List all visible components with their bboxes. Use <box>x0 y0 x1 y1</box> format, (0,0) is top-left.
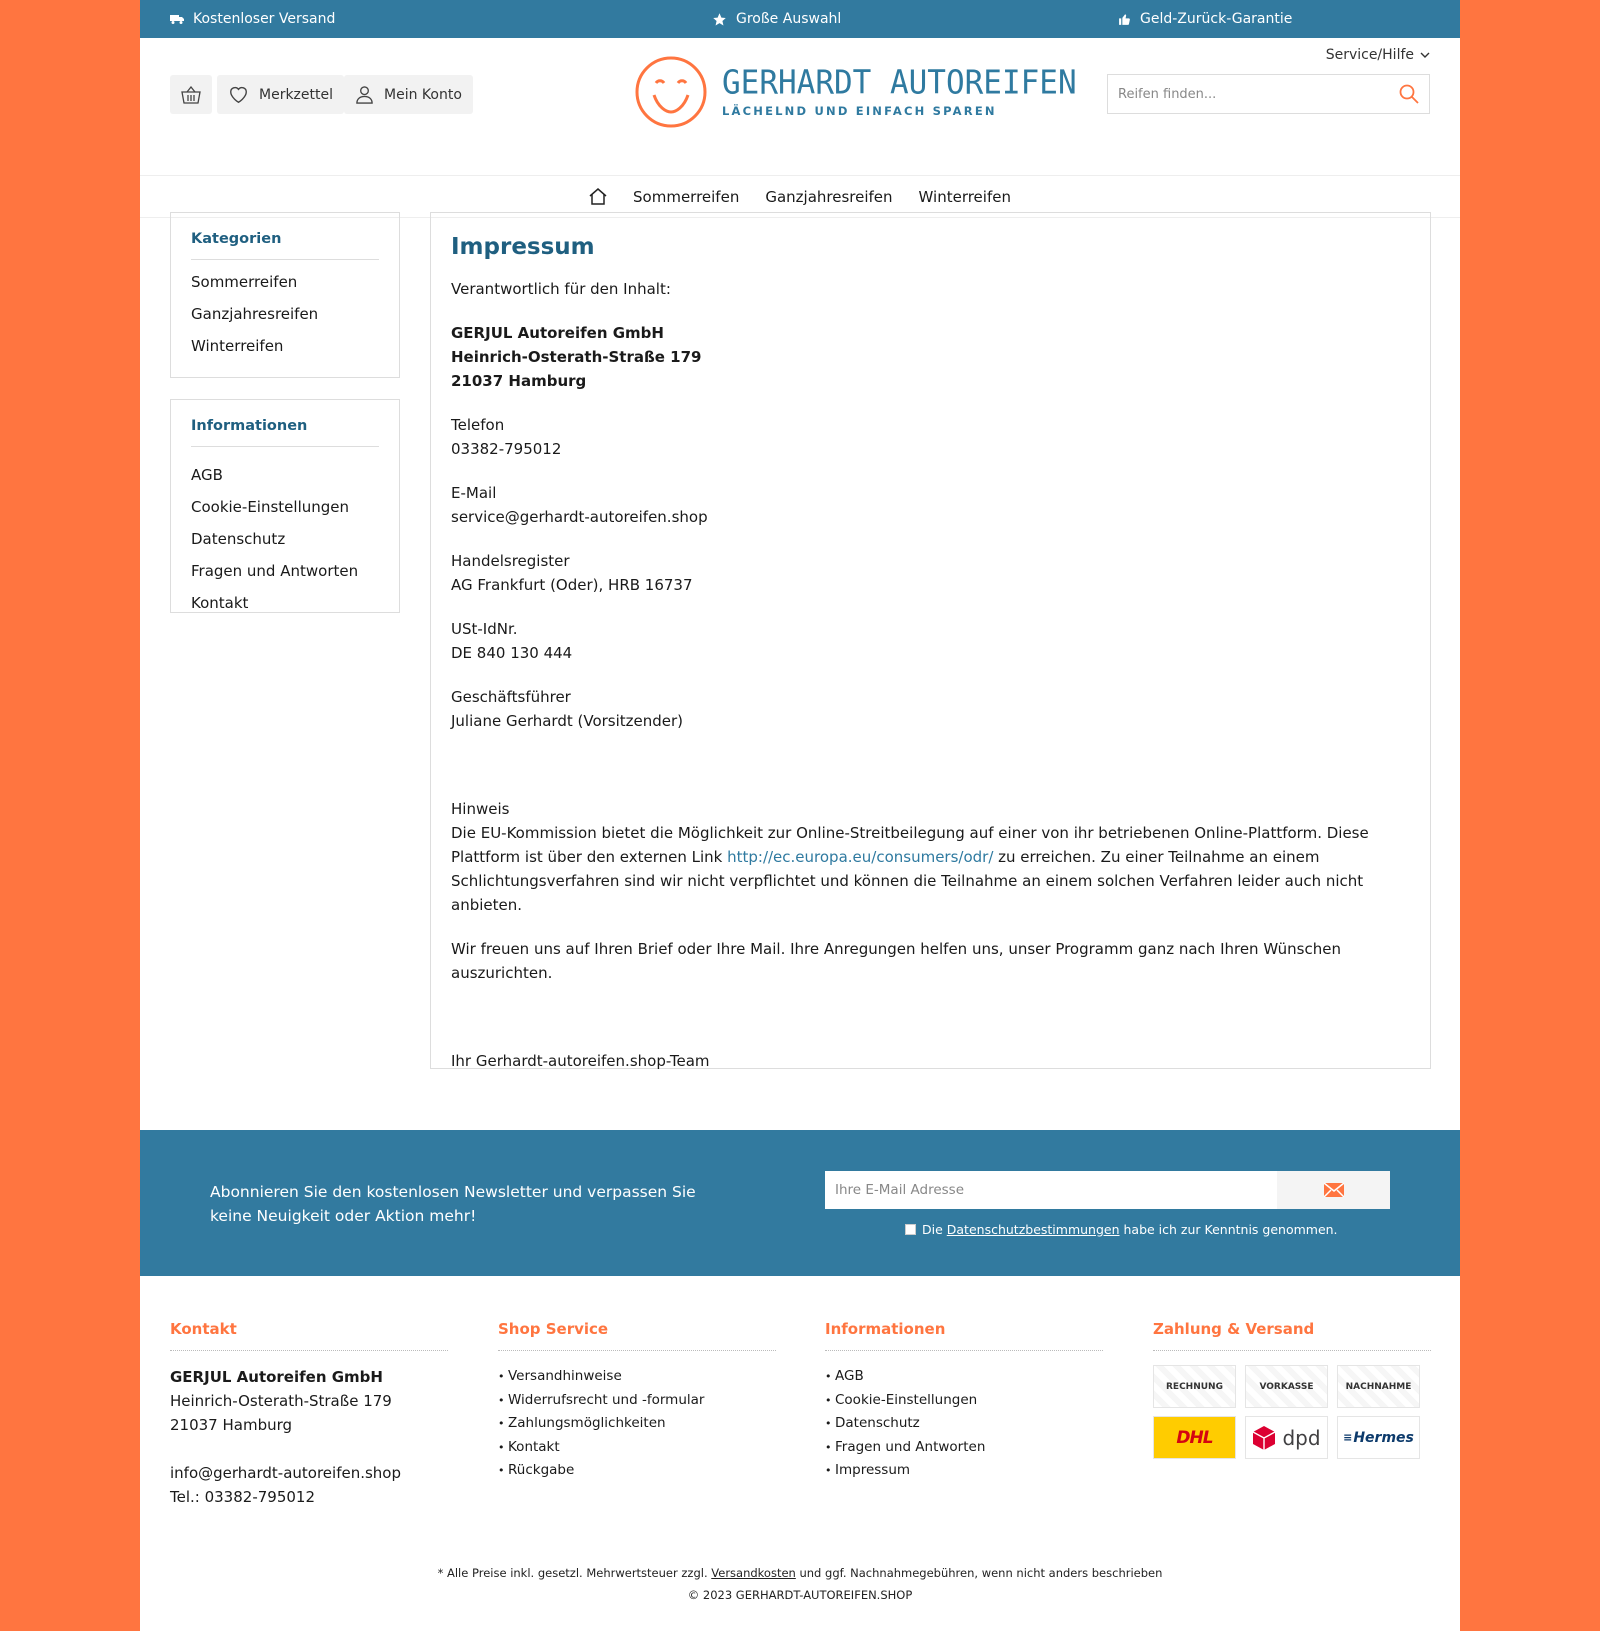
star-icon <box>712 12 727 27</box>
footer-info-title: Informationen <box>825 1320 1103 1351</box>
sidebar-item-sommerreifen[interactable]: Sommerreifen <box>191 273 298 291</box>
page-title: Impressum <box>451 234 595 260</box>
logo-tagline: LÄCHELND UND EINFACH SPAREN <box>722 104 997 118</box>
usp-free-shipping <box>170 0 335 38</box>
hermes-label: Hermes <box>1353 1429 1414 1446</box>
page <box>140 0 1460 1631</box>
usp-label: Große Auswahl <box>736 11 842 27</box>
consent-checkbox[interactable] <box>905 1224 916 1235</box>
company-name: GERJUL Autoreifen GmbH <box>451 324 664 342</box>
usp-selection <box>712 0 841 38</box>
wishlist-label: Merkzettel <box>259 86 333 103</box>
email-label: E-Mail <box>451 484 497 502</box>
sidebar-item-cookie[interactable]: Cookie-Einstellungen <box>191 498 350 516</box>
usp-label: Geld-Zurück-Garantie <box>1140 11 1293 27</box>
phone-value: 03382-795012 <box>451 440 562 458</box>
search-input[interactable] <box>1118 87 1399 102</box>
account-button[interactable] <box>344 75 473 114</box>
chevron-down-icon <box>1420 52 1430 58</box>
payment-rechnung-badge: RECHNUNG <box>1153 1365 1236 1408</box>
privacy-link[interactable]: Datenschutzbestimmungen <box>946 1222 1120 1237</box>
sidebar-item-winterreifen[interactable]: Winterreifen <box>191 337 284 355</box>
register-label: Handelsregister <box>451 552 570 570</box>
signature-text: Ihr Gerhardt-autoreifen.shop-Team <box>451 1052 710 1070</box>
header <box>140 38 1460 138</box>
phone-label: Telefon <box>451 416 505 434</box>
account-label: Mein Konto <box>384 86 462 103</box>
ceo-value: Juliane Gerhardt (Vorsitzender) <box>451 712 684 730</box>
responsible-text: Verantwortlich für den Inhalt: <box>451 280 671 298</box>
newsletter-email-input[interactable] <box>825 1171 1277 1209</box>
logo-title: GERHARDT AUTOREIFEN <box>722 64 1077 102</box>
footer-link-widerruf[interactable]: • Widerrufsrecht und -formular <box>498 1389 776 1413</box>
footer-company: GERJUL Autoreifen GmbH <box>170 1368 383 1386</box>
thumbs-up-icon <box>1118 13 1131 26</box>
nav-item-winterreifen[interactable]: Winterreifen <box>918 187 1011 206</box>
consent-text-pre: Die <box>922 1222 947 1237</box>
newsletter-consent <box>905 1222 1338 1237</box>
footer-link-datenschutz[interactable]: • Datenschutz <box>825 1412 1103 1436</box>
shipping-costs-link[interactable]: Versandkosten <box>711 1566 796 1580</box>
footer-link-agb[interactable]: • AGB <box>825 1365 1103 1389</box>
usp-money-back <box>1118 0 1292 38</box>
note-label: Hinweis <box>451 800 510 818</box>
basket-icon <box>181 86 201 104</box>
company-street: Heinrich-Osterath-Straße 179 <box>451 348 702 366</box>
newsletter-text: Abonnieren Sie den kostenlosen Newsletter und verpassen Sie keine Neuigkeit oder Aktion mehr! <box>210 1183 696 1225</box>
truck-icon <box>170 14 184 24</box>
payment-nachnahme-badge: NACHNAHME <box>1337 1365 1420 1408</box>
dpd-cube-icon <box>1252 1425 1276 1451</box>
footer-link-rueckgabe[interactable]: • Rückgabe <box>498 1459 776 1483</box>
email-value: service@gerhardt-autoreifen.shop <box>451 508 708 526</box>
footer-contact <box>170 1320 448 1509</box>
dpd-label: dpd <box>1282 1425 1321 1450</box>
footer-informationen <box>825 1320 1103 1483</box>
hermes-logo: ≡ Hermes <box>1337 1416 1420 1459</box>
footer-link-versandhinweise[interactable]: • Versandhinweise <box>498 1365 776 1389</box>
wishlist-button[interactable] <box>217 75 344 114</box>
home-icon[interactable] <box>589 188 607 205</box>
sidebar-item-faq[interactable]: Fragen und Antworten <box>191 562 359 580</box>
nav-item-ganzjahresreifen[interactable]: Ganzjahresreifen <box>765 187 893 206</box>
user-icon <box>355 85 374 104</box>
note-text-2: zu erreichen. Zu einer Teilnahme an einem Schlichtungsverfahren sind wir nicht verpflichtet und können die Teilnahme an einem solchen Verfahren leider auch nicht anbieten. <box>451 848 1364 914</box>
service-label: Service/Hilfe <box>1325 47 1414 63</box>
footer-link-faq[interactable]: • Fragen und Antworten <box>825 1436 1103 1460</box>
footer-link-impressum[interactable]: • Impressum <box>825 1459 1103 1483</box>
sidebar-item-datenschutz[interactable]: Datenschutz <box>191 530 286 548</box>
usp-label: Kostenloser Versand <box>193 11 336 27</box>
footer-street: Heinrich-Osterath-Straße 179 <box>170 1392 392 1410</box>
sidebar-item-kontakt[interactable]: Kontakt <box>191 594 249 612</box>
categories-title: Kategorien <box>191 231 379 260</box>
footer-payment-title: Zahlung & Versand <box>1153 1320 1431 1351</box>
sidebar-informationen <box>170 399 400 613</box>
footer-service-title: Shop Service <box>498 1320 776 1351</box>
footer-shop-service <box>498 1320 776 1483</box>
payment-logos <box>1153 1365 1431 1459</box>
note-text-1: Die EU-Kommission bietet die Möglichkeit zur Online-Streitbeilegung auf einer von ihr betriebenen Online-Plattform. Diese Plattform ist über den externen Link <box>451 824 1369 866</box>
usp-bar <box>140 0 1460 38</box>
payment-vorkasse-badge: VORKASSE <box>1245 1365 1328 1408</box>
dhl-logo: DHL <box>1153 1416 1236 1459</box>
company-city: 21037 Hamburg <box>451 372 587 390</box>
sidebar-item-ganzjahresreifen[interactable]: Ganzjahresreifen <box>191 305 319 323</box>
newsletter-submit-button[interactable] <box>1277 1171 1390 1209</box>
footer-phone: Tel.: 03382-795012 <box>170 1488 315 1506</box>
footer-city: 21037 Hamburg <box>170 1416 293 1434</box>
impressum-content <box>430 212 1431 1069</box>
dpd-logo <box>1245 1416 1328 1459</box>
sidebar-categories <box>170 212 400 378</box>
search-icon[interactable] <box>1399 84 1419 104</box>
register-value: AG Frankfurt (Oder), HRB 16737 <box>451 576 693 594</box>
footer-payment-shipping <box>1153 1320 1431 1459</box>
newsletter-section <box>140 1130 1460 1276</box>
envelope-icon <box>1324 1183 1344 1197</box>
nav-item-sommerreifen[interactable]: Sommerreifen <box>633 187 740 206</box>
vat-value: DE 840 130 444 <box>451 644 573 662</box>
footer-link-zahlung[interactable]: • Zahlungsmöglichkeiten <box>498 1412 776 1436</box>
odr-link[interactable]: http://ec.europa.eu/consumers/odr/ <box>727 848 994 866</box>
vat-label: USt-IdNr. <box>451 620 518 638</box>
footer-link-cookie[interactable]: • Cookie-Einstellungen <box>825 1389 1103 1413</box>
footer-link-kontakt[interactable]: • Kontakt <box>498 1436 776 1460</box>
informationen-title: Informationen <box>191 418 379 447</box>
ceo-label: Geschäftsführer <box>451 688 571 706</box>
search-box <box>1107 74 1430 114</box>
smiley-logo-icon <box>634 55 708 129</box>
closing-text: Wir freuen uns auf Ihren Brief oder Ihre Mail. Ihre Anregungen helfen uns, unser Programm ganz nach Ihren Wünschen auszurichten. <box>451 940 1341 982</box>
legal-text-post: und ggf. Nachnahmegebühren, wenn nicht anders beschrieben <box>795 1566 1163 1580</box>
legal-footer <box>140 1562 1460 1606</box>
heart-icon <box>228 85 249 104</box>
cart-button[interactable] <box>170 75 212 114</box>
logo[interactable] <box>634 55 1077 129</box>
footer-email[interactable]: info@gerhardt-autoreifen.shop <box>170 1464 401 1482</box>
newsletter-form <box>825 1171 1390 1209</box>
legal-text-pre: * Alle Preise inkl. gesetzl. Mehrwertsteuer zzgl. <box>437 1566 712 1580</box>
service-help-dropdown[interactable] <box>1326 47 1430 63</box>
footer-contact-title: Kontakt <box>170 1320 448 1351</box>
sidebar-item-agb[interactable]: AGB <box>191 466 223 484</box>
copyright: © 2023 GERHARDT-AUTOREIFEN.SHOP <box>687 1588 913 1602</box>
consent-text-post: habe ich zur Kenntnis genommen. <box>1119 1222 1338 1237</box>
